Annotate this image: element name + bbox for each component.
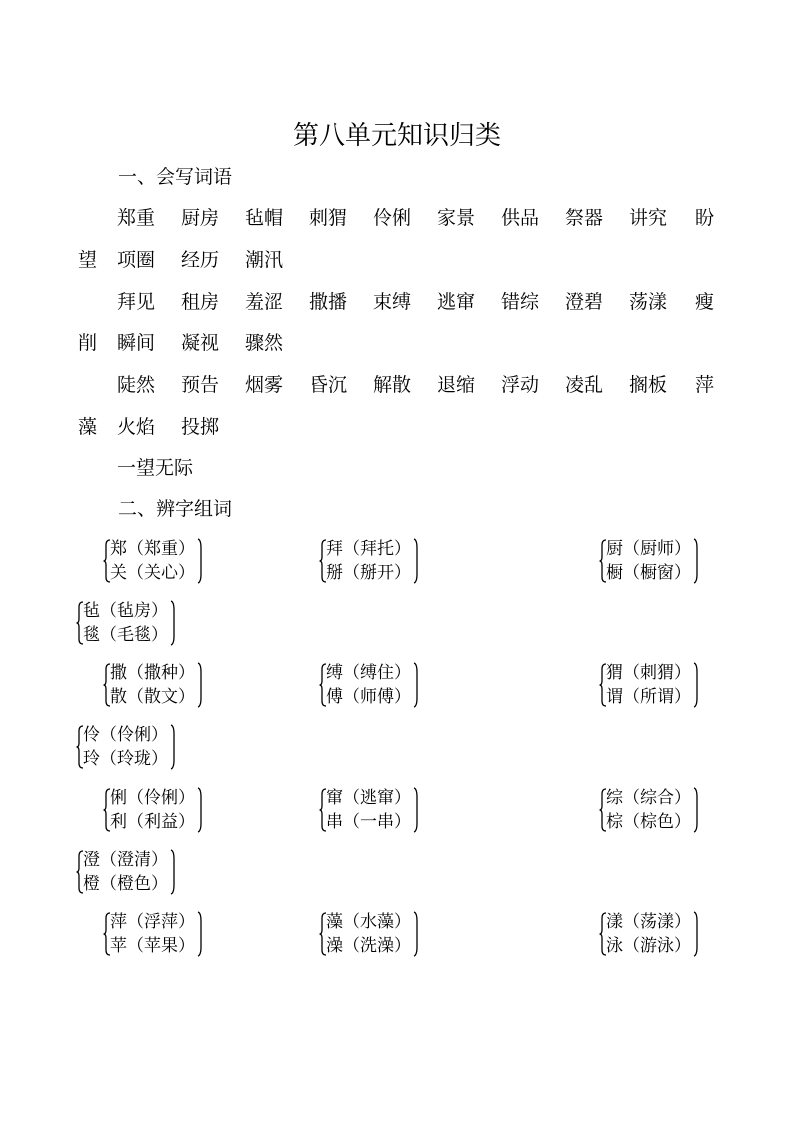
character-pair — [319, 661, 489, 711]
vocab-word: 荡漾 — [629, 291, 668, 313]
vocab-word: 撒播 — [309, 291, 348, 313]
character-pair — [599, 910, 769, 960]
pair-line: 澄（澄清） — [83, 850, 168, 870]
pair-line: 拜（拜托） — [326, 539, 411, 559]
pair-line: 厨（厨师） — [606, 539, 691, 559]
pair-line: 串（一串） — [326, 812, 411, 832]
vocab-word: 郑重 — [117, 207, 156, 229]
vocab-word: 逃窜 — [437, 291, 476, 313]
vocab-word: 刺猬 — [309, 207, 348, 229]
vocab-word: 澄碧 — [565, 291, 604, 313]
vocab-word: 陡然 — [117, 374, 156, 396]
right-bracket — [413, 662, 418, 708]
pair-line: 郑（郑重） — [110, 539, 195, 559]
character-pair — [599, 537, 769, 587]
vocab-word: 讲究 — [629, 207, 668, 229]
character-pair — [319, 786, 489, 836]
vocab-word: 错综 — [501, 291, 540, 313]
pair-line: 漾（荡漾） — [606, 912, 691, 932]
character-pair — [103, 910, 273, 960]
vocab-word: 潮汛 — [245, 249, 284, 271]
pair-line: 棕（棕色） — [606, 812, 691, 832]
vocab-word: 削 — [78, 332, 98, 354]
pair-line: 掰（掰开） — [326, 563, 411, 583]
vocab-word: 束缚 — [373, 291, 412, 313]
character-pair — [76, 848, 246, 898]
vocab-word: 藻 — [78, 416, 98, 438]
pair-line: 藻（水藻） — [326, 912, 411, 932]
right-bracket — [693, 911, 698, 957]
vocab-word: 烟雾 — [245, 374, 284, 396]
pair-line: 猬（刺猬） — [606, 663, 691, 683]
pair-line: 毯（毛毯） — [83, 625, 168, 645]
vocab-word: 火焰 — [117, 416, 156, 438]
vocab-word: 一望无际 — [117, 457, 194, 479]
vocab-word: 瞬间 — [117, 332, 156, 354]
vocab-word: 解散 — [373, 374, 412, 396]
vocab-line — [80, 203, 720, 233]
vocab-word: 凌乱 — [565, 374, 604, 396]
right-bracket — [413, 911, 418, 957]
pair-line: 综（综合） — [606, 788, 691, 808]
vocab-word: 毡帽 — [245, 207, 284, 229]
right-bracket — [170, 849, 175, 895]
right-bracket — [413, 787, 418, 833]
vocab-word: 骤然 — [245, 332, 284, 354]
vocab-word: 浮动 — [501, 374, 540, 396]
pair-line: 傅（师傅） — [326, 687, 411, 707]
vocab-word: 租房 — [181, 291, 220, 313]
pair-line: 利（利益） — [110, 812, 195, 832]
vocab-line — [80, 370, 720, 400]
pair-line: 萍（浮萍） — [110, 912, 195, 932]
right-bracket — [693, 662, 698, 708]
pair-line: 橙（橙色） — [83, 874, 168, 894]
character-pair — [103, 661, 273, 711]
right-bracket — [413, 538, 418, 584]
pair-line: 澡（洗澡） — [326, 936, 411, 956]
vocab-line — [80, 453, 720, 483]
pair-line: 橱（橱窗） — [606, 563, 691, 583]
pair-line: 俐（伶俐） — [110, 788, 195, 808]
vocab-word: 盼 — [695, 207, 715, 229]
pair-line: 毡（毡房） — [83, 601, 168, 621]
vocab-word: 望 — [78, 249, 98, 271]
vocab-word: 祭器 — [565, 207, 604, 229]
pair-line: 泳（游泳） — [606, 936, 691, 956]
character-pair — [103, 537, 273, 587]
vocab-word: 搁板 — [629, 374, 668, 396]
pair-line: 窜（逃窜） — [326, 788, 411, 808]
vocab-word: 投掷 — [181, 416, 220, 438]
character-pair — [76, 723, 246, 773]
vocab-word: 凝视 — [181, 332, 220, 354]
vocab-word: 羞涩 — [245, 291, 284, 313]
vocab-line — [80, 287, 720, 317]
right-bracket — [693, 787, 698, 833]
character-pair — [103, 786, 273, 836]
pair-line: 玲（玲珑） — [83, 749, 168, 769]
vocab-line — [80, 328, 720, 358]
pair-line: 关（关心） — [110, 563, 195, 583]
vocab-word: 经历 — [181, 249, 220, 271]
pair-line: 伶（伶俐） — [83, 725, 168, 745]
right-bracket — [170, 724, 175, 770]
character-pair — [599, 786, 769, 836]
section-heading-distinguish-characters: 二、辨字组词 — [118, 498, 233, 520]
vocab-word: 昏沉 — [309, 374, 348, 396]
character-pair — [599, 661, 769, 711]
pair-line: 缚（缚住） — [326, 663, 411, 683]
vocab-word: 预告 — [181, 374, 220, 396]
pair-line: 苹（苹果） — [110, 936, 195, 956]
vocab-word: 家景 — [437, 207, 476, 229]
page-title: 第八单元知识归类 — [292, 121, 501, 151]
right-bracket — [197, 911, 202, 957]
pair-line: 谓（所谓） — [606, 687, 691, 707]
character-pair — [319, 537, 489, 587]
vocab-word: 项圈 — [117, 249, 156, 271]
vocab-word: 退缩 — [437, 374, 476, 396]
vocab-word: 供品 — [501, 207, 540, 229]
section-heading-vocabulary: 一、会写词语 — [118, 166, 233, 188]
character-pair — [319, 910, 489, 960]
vocab-word: 瘦 — [695, 291, 715, 313]
pair-line: 散（散文） — [110, 687, 195, 707]
right-bracket — [693, 538, 698, 584]
vocab-line — [80, 245, 720, 275]
vocab-word: 厨房 — [181, 207, 220, 229]
vocab-word: 萍 — [695, 374, 715, 396]
character-pair — [76, 599, 246, 649]
right-bracket — [197, 787, 202, 833]
vocab-word: 伶俐 — [373, 207, 412, 229]
vocab-word: 拜见 — [117, 291, 156, 313]
right-bracket — [197, 662, 202, 708]
pair-line: 撒（撒种） — [110, 663, 195, 683]
right-bracket — [197, 538, 202, 584]
vocab-line — [80, 412, 720, 442]
right-bracket — [170, 600, 175, 646]
